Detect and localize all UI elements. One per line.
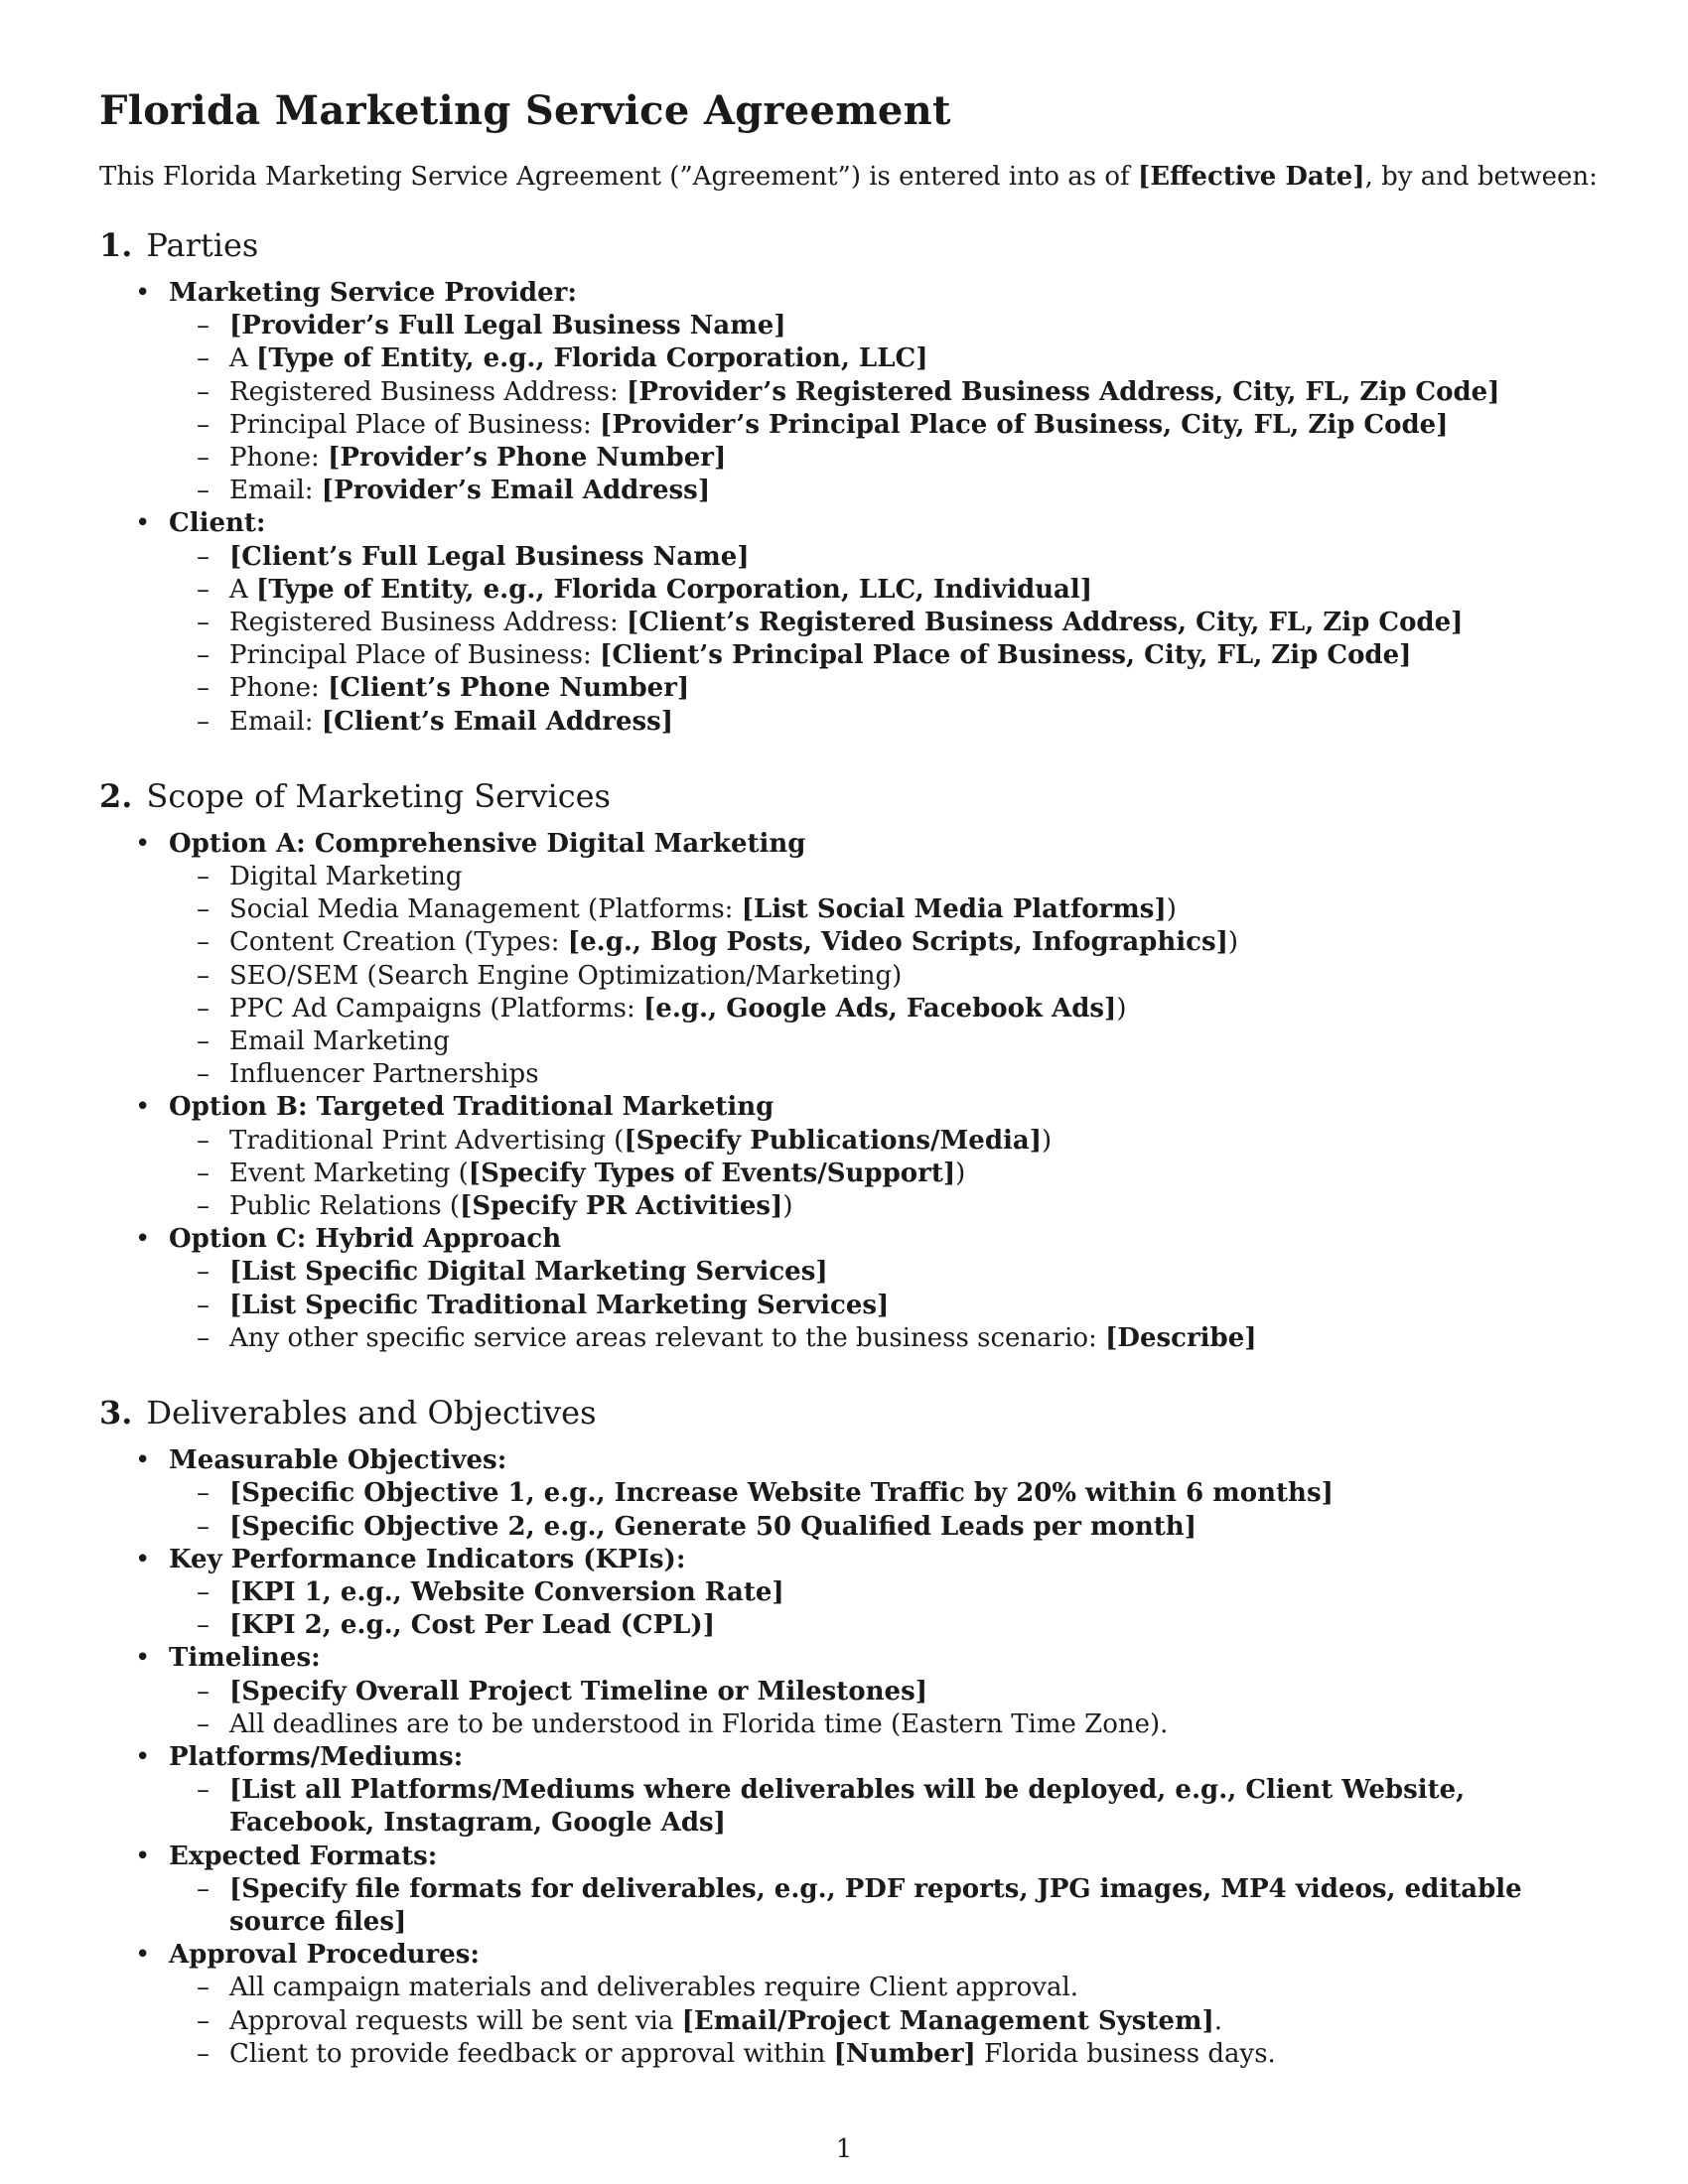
section-heading (99, 223, 1609, 267)
bullet-label: Key Performance Indicators (KPIs): (169, 1544, 686, 1574)
sub-item (169, 861, 1609, 893)
section-number: 2. (99, 776, 133, 815)
sub-item-text: Email: (229, 476, 322, 506)
sub-item (169, 1190, 1609, 1223)
sub-item (169, 409, 1609, 442)
sub-item-text: Any other specific service areas relevant to the business scenario: (229, 1322, 1106, 1353)
placeholder-field: [Provider’s Full Legal Business Name] (229, 311, 786, 341)
bullet-list (99, 1444, 1609, 2071)
sub-list (169, 310, 1609, 507)
placeholder-field: [Describe] (1105, 1322, 1257, 1353)
placeholder-field: [Provider’s Registered Business Address, City, FL, Zip Code] (627, 376, 1500, 407)
placeholder-field: [Specific Objective 2, e.g., Generate 50 Qualified Leads per month] (229, 1511, 1196, 1542)
bullet-label: Timelines: (169, 1643, 321, 1674)
sub-item (169, 376, 1609, 409)
sub-item (169, 574, 1609, 607)
sub-item (169, 1609, 1609, 1642)
placeholder-field: [KPI 2, e.g., Cost Per Lead (CPL)] (229, 1610, 715, 1641)
sub-item (169, 1158, 1609, 1190)
bullet-label: Expected Formats: (169, 1841, 438, 1871)
sub-item (169, 926, 1609, 959)
document-page (99, 87, 1609, 2107)
document-title: Florida Marketing Service Agreement (99, 87, 951, 134)
sub-item (169, 442, 1609, 475)
bullet-label: Client: (169, 508, 266, 539)
sub-item (169, 1774, 1609, 1840)
sub-item (169, 1125, 1609, 1158)
sub-item-text-end: ) (1227, 927, 1239, 958)
sub-item (169, 1322, 1609, 1355)
sub-item-text: Digital Marketing (229, 862, 463, 892)
bullet-label: Marketing Service Provider: (169, 278, 577, 308)
sub-item (169, 1676, 1609, 1708)
sub-item (169, 1256, 1609, 1289)
placeholder-field: [e.g., Blog Posts, Video Scripts, Infographics] (567, 927, 1228, 958)
sub-item (169, 1576, 1609, 1609)
intro-text-end: , by and between: (1364, 162, 1598, 192)
sub-list (169, 1873, 1609, 1939)
placeholder-field: [Provider’s Phone Number] (328, 443, 727, 474)
section-heading (99, 774, 1609, 818)
sub-item-text: Principal Place of Business: (229, 640, 601, 671)
sub-item-text: Content Creation (Types: (229, 927, 568, 958)
sub-item (169, 1708, 1609, 1741)
effective-date-placeholder: [Effective Date] (1137, 162, 1365, 192)
bullet-item (99, 1444, 1609, 1544)
sub-item-text: Registered Business Address: (229, 376, 628, 407)
page-number: 1 (835, 2134, 853, 2164)
sub-item-text-end: ) (1042, 1125, 1053, 1156)
placeholder-field: [Client’s Full Legal Business Name] (229, 541, 750, 572)
sub-item (169, 607, 1609, 639)
sub-list (169, 1972, 1609, 2071)
sub-list (169, 861, 1609, 1091)
bullet-label: Platforms/Mediums: (169, 1741, 464, 1772)
sub-item-text: Registered Business Address: (229, 608, 628, 638)
section-title: Scope of Marketing Services (146, 776, 611, 815)
section-number: 1. (99, 226, 133, 264)
placeholder-field: [Provider’s Email Address] (321, 476, 711, 506)
placeholder-field: [Type of Entity, e.g., Florida Corporation, LLC] (256, 343, 928, 374)
placeholder-field: [Number] (833, 2038, 976, 2069)
sub-item (169, 893, 1609, 926)
sub-item (169, 475, 1609, 507)
sub-list (169, 1125, 1609, 1224)
sub-item (169, 960, 1609, 993)
sub-item (169, 993, 1609, 1025)
placeholder-field: [Client’s Registered Business Address, City, FL, Zip Code] (627, 608, 1464, 638)
placeholder-field: [List Social Media Platforms] (741, 894, 1167, 925)
placeholder-field: [KPI 1, e.g., Website Conversion Rate] (229, 1576, 784, 1607)
sub-item-text-end: ) (1166, 894, 1177, 925)
sub-item-text: A (229, 574, 257, 605)
placeholder-field: [Specify Overall Project Timeline or Milestones] (229, 1676, 928, 1706)
sub-list (169, 1676, 1609, 1741)
placeholder-field: [e.g., Google Ads, Facebook Ads] (642, 993, 1117, 1024)
bullet-list (99, 828, 1609, 1355)
sub-item-text-end: ) (1116, 993, 1127, 1024)
sub-item (169, 706, 1609, 739)
placeholder-field: [List Specific Digital Marketing Services] (229, 1257, 828, 1288)
sub-item-text: Email Marketing (229, 1026, 450, 1057)
sub-item-text: All deadlines are to be understood in Florida time (Eastern Time Zone). (229, 1708, 1169, 1739)
intro-paragraph (99, 160, 1609, 194)
section-deliverables-and-objectives (99, 1391, 1609, 2071)
sub-list (169, 1576, 1609, 1642)
bullet-item (99, 1091, 1609, 1223)
sub-item (169, 2038, 1609, 2071)
sub-item-text: Principal Place of Business: (229, 409, 601, 440)
section-number: 3. (99, 1394, 133, 1433)
bullet-item (99, 1544, 1609, 1643)
bullet-item (99, 828, 1609, 1092)
sub-item-text: Phone: (229, 673, 329, 704)
sub-item-text-end: ) (955, 1158, 966, 1188)
section-scope-of-marketing-services (99, 774, 1609, 1355)
placeholder-field: [Specify file formats for deliverables, e.g., PDF reports, JPG images, MP4 videos, editable source files] (229, 1873, 1522, 1937)
sub-item-text: Influencer Partnerships (229, 1059, 539, 1090)
bullet-label: Option B: Targeted Traditional Marketing (169, 1092, 774, 1123)
sub-item-text: A (229, 343, 257, 374)
placeholder-field: [Specify Types of Events/Support] (468, 1158, 956, 1188)
sub-item (169, 1290, 1609, 1322)
sub-list (169, 1256, 1609, 1355)
sub-item (169, 1477, 1609, 1510)
bullet-item (99, 507, 1609, 738)
sub-item-text: Phone: (229, 443, 329, 474)
bullet-list (99, 277, 1609, 739)
section-heading (99, 1391, 1609, 1434)
section-parties (99, 223, 1609, 739)
sub-list (169, 1774, 1609, 1840)
sub-item (169, 2005, 1609, 2038)
sub-item-text: Social Media Management (Platforms: (229, 894, 742, 925)
placeholder-field: [Specific Objective 1, e.g., Increase Website Traffic by 20% within 6 months] (229, 1478, 1334, 1509)
bullet-label: Approval Procedures: (169, 1940, 480, 1971)
sub-item-text: All campaign materials and deliverables require Client approval. (229, 1973, 1079, 2003)
sub-item-text: Public Relations ( (229, 1191, 461, 1222)
intro-text: This Florida Marketing Service Agreement (”Agreement”) is entered into as of (99, 162, 1138, 192)
bullet-item (99, 1741, 1609, 1841)
sub-item-text: SEO/SEM (Search Engine Optimization/Marketing) (229, 960, 903, 991)
placeholder-field: [Client’s Email Address] (321, 706, 674, 737)
sub-item (169, 1511, 1609, 1544)
sub-list (169, 1477, 1609, 1543)
placeholder-field: [Provider’s Principal Place of Business, City, FL, Zip Code] (600, 409, 1449, 440)
sections (99, 223, 1609, 2071)
sub-item (169, 541, 1609, 574)
placeholder-field: [Type of Entity, e.g., Florida Corporation, LLC, Individual] (256, 574, 1093, 605)
sub-item-text-end: Florida business days. (975, 2038, 1276, 2069)
sub-item-text: Client to provide feedback or approval within (229, 2038, 834, 2069)
placeholder-field: [Client’s Principal Place of Business, City, FL, Zip Code] (600, 640, 1412, 671)
sub-item (169, 1873, 1609, 1939)
bullet-item (99, 1642, 1609, 1741)
sub-item-text: PPC Ad Campaigns (Platforms: (229, 993, 643, 1024)
bullet-item (99, 1841, 1609, 1940)
sub-item-text: Email: (229, 706, 322, 737)
sub-item (169, 310, 1609, 342)
bullet-item (99, 277, 1609, 507)
sub-item-text-end: . (1213, 2005, 1223, 2036)
sub-item (169, 1058, 1609, 1091)
bullet-label: Measurable Objectives: (169, 1445, 507, 1476)
placeholder-field: [List all Platforms/Mediums where deliverables will be deployed, e.g., Client Website, Facebook, Instagram, Google Ads] (229, 1775, 1466, 1839)
sub-item-text: Approval requests will be sent via (229, 2005, 682, 2036)
placeholder-field: [Email/Project Management System] (681, 2005, 1214, 2036)
section-title: Deliverables and Objectives (146, 1394, 597, 1433)
placeholder-field: [Specify Publications/Media] (624, 1125, 1043, 1156)
placeholder-field: [List Specific Traditional Marketing Services] (229, 1290, 890, 1320)
bullet-item (99, 1223, 1609, 1355)
sub-item (169, 1972, 1609, 2004)
sub-item (169, 672, 1609, 705)
bullet-label: Option A: Comprehensive Digital Marketing (169, 828, 806, 859)
sub-item-text-end: ) (782, 1191, 793, 1222)
sub-item-text: Traditional Print Advertising ( (229, 1125, 625, 1156)
placeholder-field: [Specify PR Activities] (460, 1191, 783, 1222)
sub-item (169, 1025, 1609, 1058)
sub-list (169, 541, 1609, 739)
sub-item-text: Event Marketing ( (229, 1158, 469, 1188)
placeholder-field: [Client’s Phone Number] (328, 673, 690, 704)
bullet-item (99, 1939, 1609, 2071)
bullet-label: Option C: Hybrid Approach (169, 1224, 562, 1255)
section-title: Parties (146, 226, 259, 264)
sub-item (169, 639, 1609, 672)
sub-item (169, 342, 1609, 375)
